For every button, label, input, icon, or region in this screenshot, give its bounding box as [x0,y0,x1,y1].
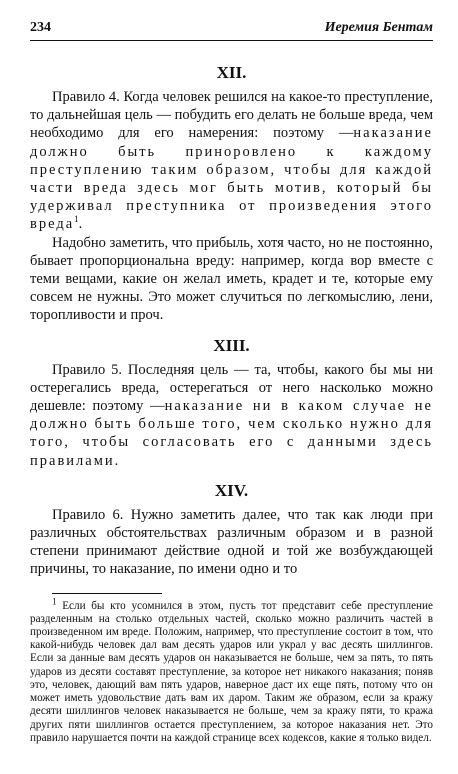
rule-5-paragraph [30,361,433,470]
profit-note-paragraph: Надобно заметить, что прибыль, хотя часто, но не постоянно, бывает пропорциональна вреду: например, когда вор вместе с теми вещами, какие он желал иметь, крадет и те, которые ему совсем не нужны. Это может случиться по легкомыслию, лени, торопливости и проч. [30,234,433,324]
rule-5-text: Правило 5. Последняя цель — та, чтобы, какого бы мы ни остерегались вреда, остерегаться от него насколько можно дешевле: поэтому — [30,361,433,415]
rule-4-text: Правило 4. Когда человек решился на какое-то преступление, то дальнейшая цель — побудить его делать не больше вреда, чем необходимо для его намерения: поэтому — [30,89,433,142]
running-title: Иеремия Бентам [324,20,433,35]
page-header [0,20,458,40]
page-body [30,62,433,745]
rule-4-end: . [78,216,83,233]
rule-4-paragraph [30,88,433,234]
footnote-text: Если бы кто усомнился в этом, пусть тот представит себе преступление разделенным на столько отдельных частей, сколько можно различить частей в произведенном им вреде. Положим, например, что преступление состоит в том, что какой-нибудь человек дал вам десять ударов или украл у вас десять шиллингов. Если за данные вам десять ударов он наказывается не больше, чем за пять, то пять ударов из десяти составят преступление, за которое нет никакого наказания; поняв это, человек, дающий вам пять ударов, наверное даст их еще пять, потому что он может иметь удовольствие дать вам их даром. Таким же образом, если за кражу десяти шиллингов человек наказывается не больше, чем за кражу пяти, то кража других пяти шиллингов остается преступлением, за которое наказания нет. Это правило нарушается почти на каждой странице всех кодексов, какие я только видел. [30,599,433,744]
rule-4-emphasis: наказание должно быть приноровлено к каждому преступлению таким образом, чтобы для каждой части вреда здесь мог быть мотив, который бы удерживал преступника от произведения этого вреда [30,125,433,233]
section-heading-xiii: XIII. [213,335,250,355]
section-heading-xiv: XIV. [214,480,249,500]
header-rule [30,40,433,41]
rule-5-emphasis: наказание ни в каком случае не должно быть больше того, чем сколько нужно для того, чтобы согласовать его с данными здесь правилами. [30,398,433,469]
rule-6-paragraph: Правило 6. Нужно заметить далее, что так как люди при различных обстоятельствах различным образом и в разной степени принимают действие одной и той же возбуждающей причины, то наказание, по имени одно и то [30,506,433,578]
footnote-ref[interactable]: 1 [74,214,79,225]
footnote-marker: 1 [52,595,57,606]
footnote-rule [52,593,162,594]
footnote [30,595,433,745]
section-heading-xii: XII. [216,63,247,82]
page-number: 234 [30,20,51,35]
